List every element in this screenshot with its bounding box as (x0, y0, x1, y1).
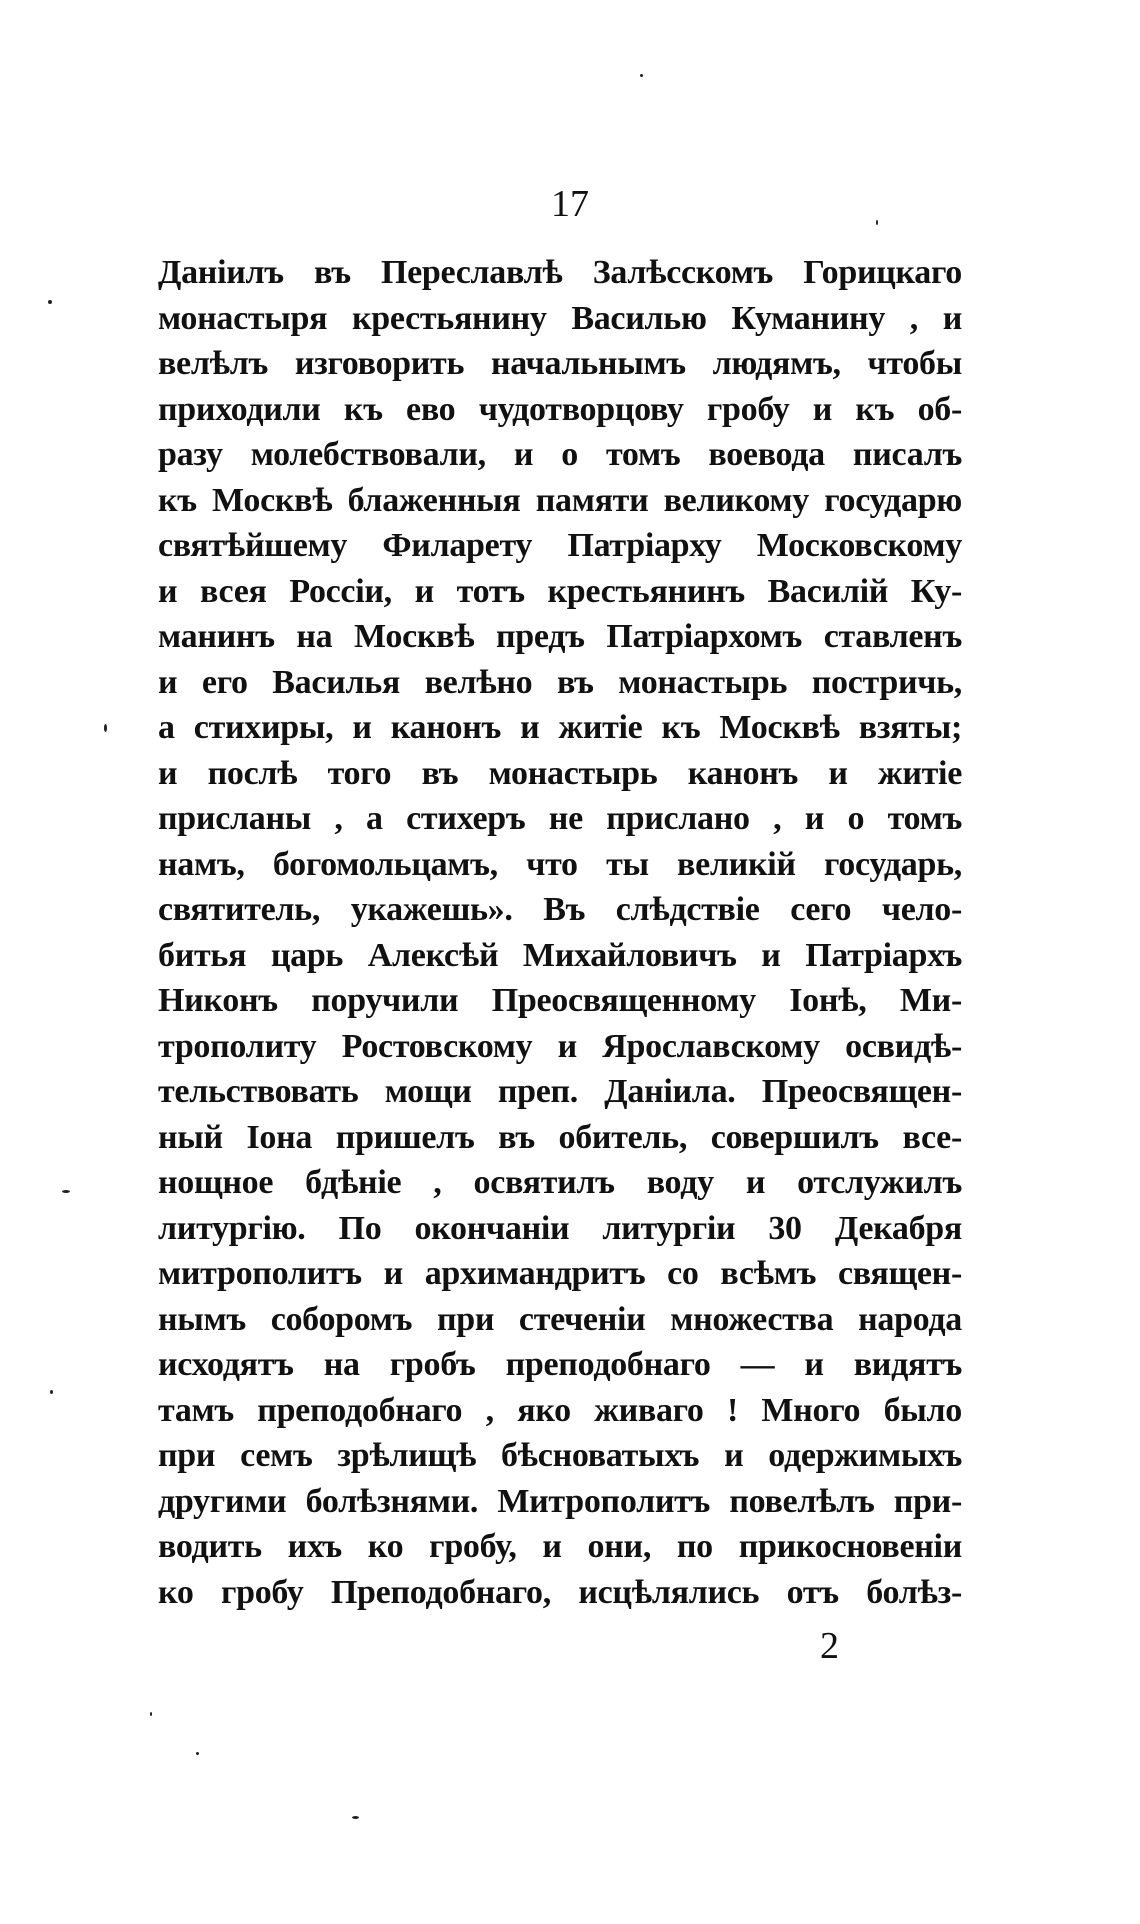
text-line: къ Москвѣ блаженныя памяти великому государю (158, 481, 962, 519)
body-text (158, 250, 962, 1615)
text-line: Даніилъ въ Переславлѣ Залѣсскомъ Горицкаго (158, 254, 962, 291)
text-line: водить ихъ ко гробу, и они, по прикосновеніи (158, 1528, 962, 1565)
scan-speck (104, 724, 107, 732)
text-line: исходятъ на гробъ преподобнаго — и видятъ (158, 1346, 962, 1383)
text-line: и послѣ того въ монастырь канонъ и житіе (158, 754, 962, 792)
scan-speck (352, 1816, 359, 1819)
signature-mark: 2 (820, 1625, 839, 1667)
text-line: при семъ зрѣлищѣ бѣсноватыхъ и одержимыхъ (158, 1437, 962, 1474)
scan-speck (876, 220, 878, 225)
text-line: ный Іона пришелъ въ обитель, совершилъ все- (158, 1118, 962, 1156)
page-number: 17 (551, 183, 589, 225)
scan-speck (62, 1190, 70, 1193)
text-line: святѣйшему Филарету Патріарху Московскому (158, 527, 962, 564)
text-line: другими болѣзнями. Митрополитъ повелѣлъ при- (158, 1482, 962, 1520)
text-line: трополиту Ростовскому и Ярославскому освидѣ- (158, 1027, 962, 1065)
text-line: святитель, укажешь». Въ слѣдствіе сего чело- (158, 891, 962, 928)
text-line: и его Василья велѣно въ монастырь постричь, (158, 663, 962, 701)
text-line: нымъ соборомъ при стеченіи множества народа (158, 1300, 962, 1338)
text-line: литургію. По окончаніи литургіи 30 Декабря (158, 1209, 962, 1247)
scan-speck (150, 1712, 152, 1716)
text-line: приходили къ ево чудотворцову гробу и къ об- (158, 390, 962, 428)
text-line: митрополитъ и архимандритъ со всѣмъ священ- (158, 1255, 962, 1292)
scan-speck (50, 1390, 53, 1394)
text-line: ко гробу Преподобнаго, исцѣлялись отъ болѣз- (158, 1573, 962, 1611)
text-line: разу молебствовали, и о томъ воевода писалъ (158, 436, 962, 473)
scan-speck (196, 1752, 199, 1755)
text-line: велѣлъ изговорить начальнымъ людямъ, чтобы (158, 345, 962, 382)
text-line: и всея Россіи, и тотъ крестьянинъ Василій Ку- (158, 572, 962, 610)
scan-speck (48, 300, 52, 304)
text-line: тамъ преподобнаго , яко живаго ! Много было (158, 1391, 962, 1429)
text-line: присланы , а стихеръ не прислано , и о томъ (158, 800, 962, 837)
text-line: тельствовать мощи преп. Даніила. Преосвящен- (158, 1073, 962, 1110)
scan-speck (640, 74, 643, 77)
text-line: битья царь Алексѣй Михайловичъ и Патріархъ (158, 936, 962, 974)
text-line: а стихиры, и канонъ и житіе къ Москвѣ взяты; (158, 709, 962, 746)
text-line: Никонъ поручили Преосвященному Іонѣ, Ми- (158, 982, 962, 1019)
text-line: манинъ на Москвѣ предъ Патріархомъ ставленъ (158, 618, 962, 655)
text-line: нощное бдѣніе , освятилъ воду и отслужилъ (158, 1164, 962, 1201)
text-line: намъ, богомольцамъ, что ты великій государь, (158, 845, 962, 883)
text-line: монастыря крестьянину Василью Куманину , и (158, 299, 962, 337)
